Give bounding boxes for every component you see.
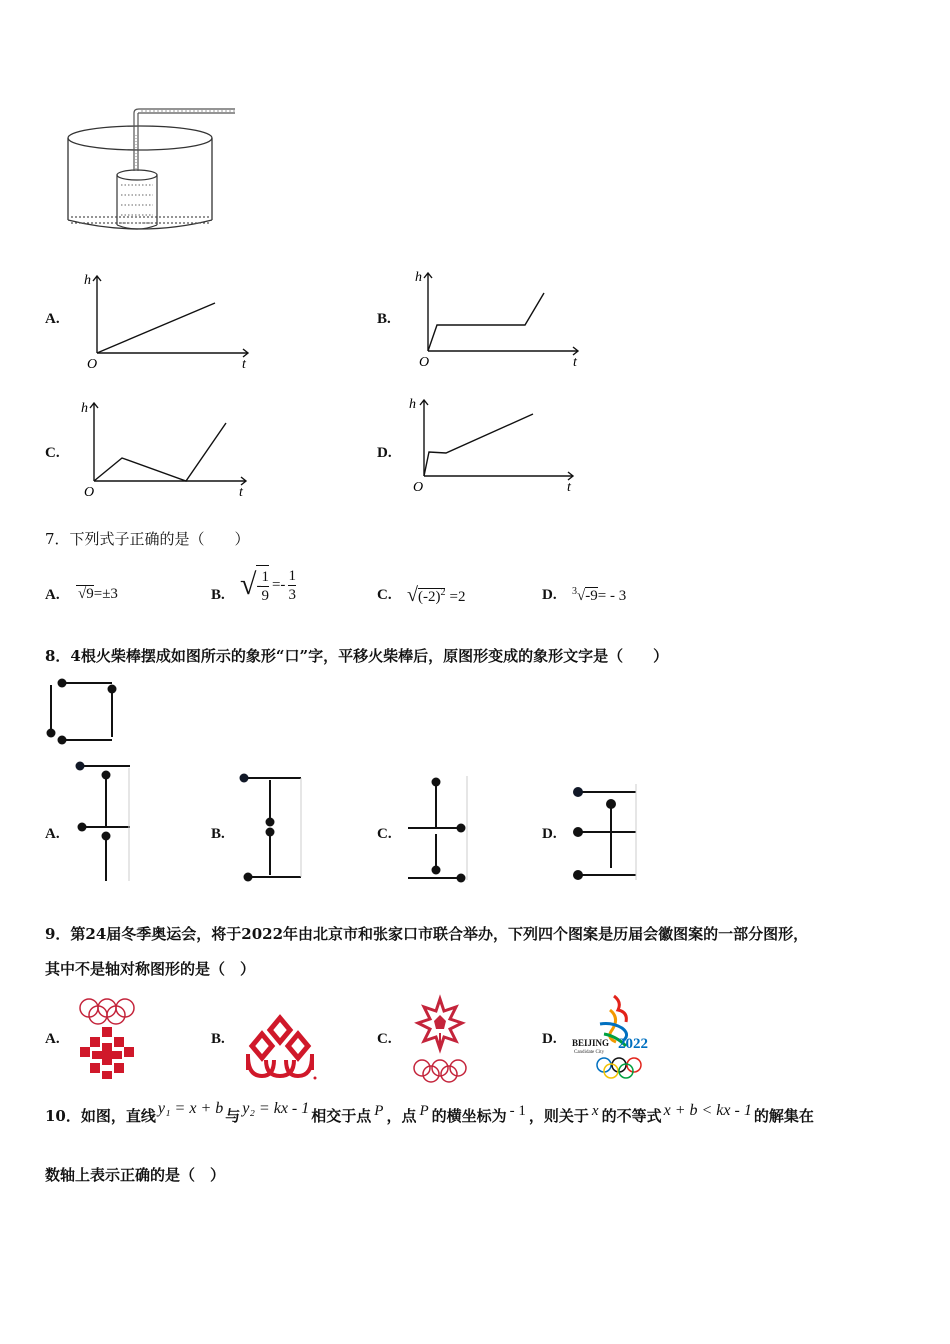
q10-p2: 与 xyxy=(225,1107,241,1125)
q10-p6: ，则关于 xyxy=(528,1107,589,1125)
q10-val: - 1 xyxy=(509,1103,526,1119)
q9-stem-line1: 9．第24届冬季奥运会，将于2022年由北京市和张家口市联合举办，下列四个图案是历届会徽图案的一部分图形， xyxy=(45,925,809,943)
q10-p8: 的解集在 xyxy=(753,1107,814,1125)
q9-option-c-label[interactable]: C. xyxy=(377,1031,392,1047)
q10-p4: ，点 xyxy=(386,1107,417,1125)
q6-option-c-label[interactable]: C. xyxy=(45,445,60,461)
q7-option-d: $^3$√-9= - 3 xyxy=(572,586,627,604)
graph-d-line xyxy=(424,414,533,476)
graph-c-o: O xyxy=(84,485,95,500)
q9-option-c-emblem[interactable] xyxy=(408,993,473,1085)
q7-b-eq: =- xyxy=(271,576,286,593)
graph-d-o: O xyxy=(413,480,424,495)
q9-d-beijing: BEIJING xyxy=(572,1038,610,1048)
q9-option-a-emblem[interactable] xyxy=(75,993,140,1083)
q7-d-index: 3 xyxy=(572,586,577,597)
q9-option-b-emblem[interactable] xyxy=(240,1010,320,1085)
graph-d-h: h xyxy=(409,397,416,412)
q10-ineq: x + b < kx - 1 xyxy=(663,1102,752,1119)
q7-d-radicand: -9 xyxy=(585,588,598,604)
q8-stem: 8．4根火柴棒摆成如图所示的象形“口”字，平移火柴棒后，原图形变成的象形文字是（ ） xyxy=(45,647,669,665)
q7-c-rhs: =2 xyxy=(449,589,466,605)
q10-p7: 的不等式 xyxy=(601,1107,662,1125)
graph-b-h: h xyxy=(415,270,422,285)
graph-c-t: t xyxy=(239,485,243,500)
q6-option-d-label[interactable]: D. xyxy=(377,445,392,461)
q9-d-candidate: Candidate City xyxy=(574,1050,605,1055)
q9-stem-line2: 其中不是轴对称图形的是（ ） xyxy=(45,960,256,978)
q7-option-c: $√(-2)^2 =2$ xyxy=(407,584,466,606)
q8-option-d-label[interactable]: D. xyxy=(542,826,557,842)
q8-option-c-label[interactable]: C. xyxy=(377,826,392,842)
graph-c-h: h xyxy=(81,401,88,416)
q6-option-b-label[interactable]: B. xyxy=(377,311,391,327)
q7-c-exp: 2 xyxy=(440,587,446,598)
q9-option-b-label[interactable]: B. xyxy=(211,1031,225,1047)
container-figure xyxy=(55,105,245,240)
q10-line2: 数轴上表示正确的是（ ） xyxy=(45,1166,226,1184)
q8-option-a-figure[interactable] xyxy=(72,758,134,884)
q8-option-d-figure[interactable] xyxy=(568,780,643,885)
graph-a-t: t xyxy=(242,357,246,372)
q6-option-a-label[interactable]: A. xyxy=(45,311,60,327)
q7-stem: 7．下列式子正确的是（ ） xyxy=(45,530,250,548)
q10-p5: 的横坐标为 xyxy=(431,1107,507,1125)
graph-a xyxy=(80,268,260,373)
q9-option-d-emblem[interactable] xyxy=(570,990,665,1082)
graph-b-t: t xyxy=(573,355,577,370)
graph-b xyxy=(410,265,590,370)
q10-p3: 相交于点 xyxy=(311,1107,372,1125)
q10-y2: y₂ = kx - 1 xyxy=(242,1100,310,1117)
q8-option-b-label[interactable]: B. xyxy=(211,826,225,842)
q7-b-fraction: $\frac{1}{9}$ xyxy=(261,569,269,604)
q10-y1: y₁ = x + b xyxy=(157,1100,224,1117)
q7-option-c-label[interactable]: C. xyxy=(377,587,392,603)
q8-option-c-figure[interactable] xyxy=(403,772,473,885)
q10-x: x xyxy=(591,1103,599,1119)
q9-option-a-label[interactable]: A. xyxy=(45,1031,60,1047)
q8-option-a-label[interactable]: A. xyxy=(45,826,60,842)
q8-option-b-figure[interactable] xyxy=(236,770,306,885)
graph-d-t: t xyxy=(567,480,571,495)
q7-option-d-label[interactable]: D. xyxy=(542,587,557,603)
graph-d xyxy=(403,390,583,495)
q7-c-radicand: (-2) xyxy=(417,589,441,605)
graph-a-h: h xyxy=(84,273,91,288)
q7-b-minus: - xyxy=(256,578,262,594)
graph-c xyxy=(78,395,258,500)
q7-a-rhs: =±3 xyxy=(93,586,118,602)
graph-b-line xyxy=(428,293,544,351)
q7-d-rhs: = - 3 xyxy=(597,588,627,604)
q9-option-d-label[interactable]: D. xyxy=(542,1031,557,1047)
graph-b-o: O xyxy=(419,355,430,370)
q10-P-1: P xyxy=(374,1103,384,1119)
q9-d-year: 2022 xyxy=(618,1036,648,1052)
q7-option-b-label[interactable]: B. xyxy=(211,587,225,603)
matchstick-square-figure xyxy=(44,675,119,747)
q10-p1: 10．如图，直线 xyxy=(45,1107,156,1125)
q7-option-a: √9=±3 xyxy=(78,586,118,602)
graph-c-line xyxy=(94,423,226,481)
q7-option-b: √ - $\frac{1}{9}$ =- $\frac{1}{3}$ xyxy=(240,565,296,605)
q10-P-2: P xyxy=(419,1103,429,1119)
q10-line1 xyxy=(45,1100,814,1126)
q7-option-a-label[interactable]: A. xyxy=(45,587,60,603)
q7-a-radicand: 9 xyxy=(86,586,94,602)
q7-b-rhs-fraction: $\frac{1}{3}$ xyxy=(288,567,296,603)
graph-a-o: O xyxy=(87,357,98,372)
graph-a-line xyxy=(97,303,215,353)
